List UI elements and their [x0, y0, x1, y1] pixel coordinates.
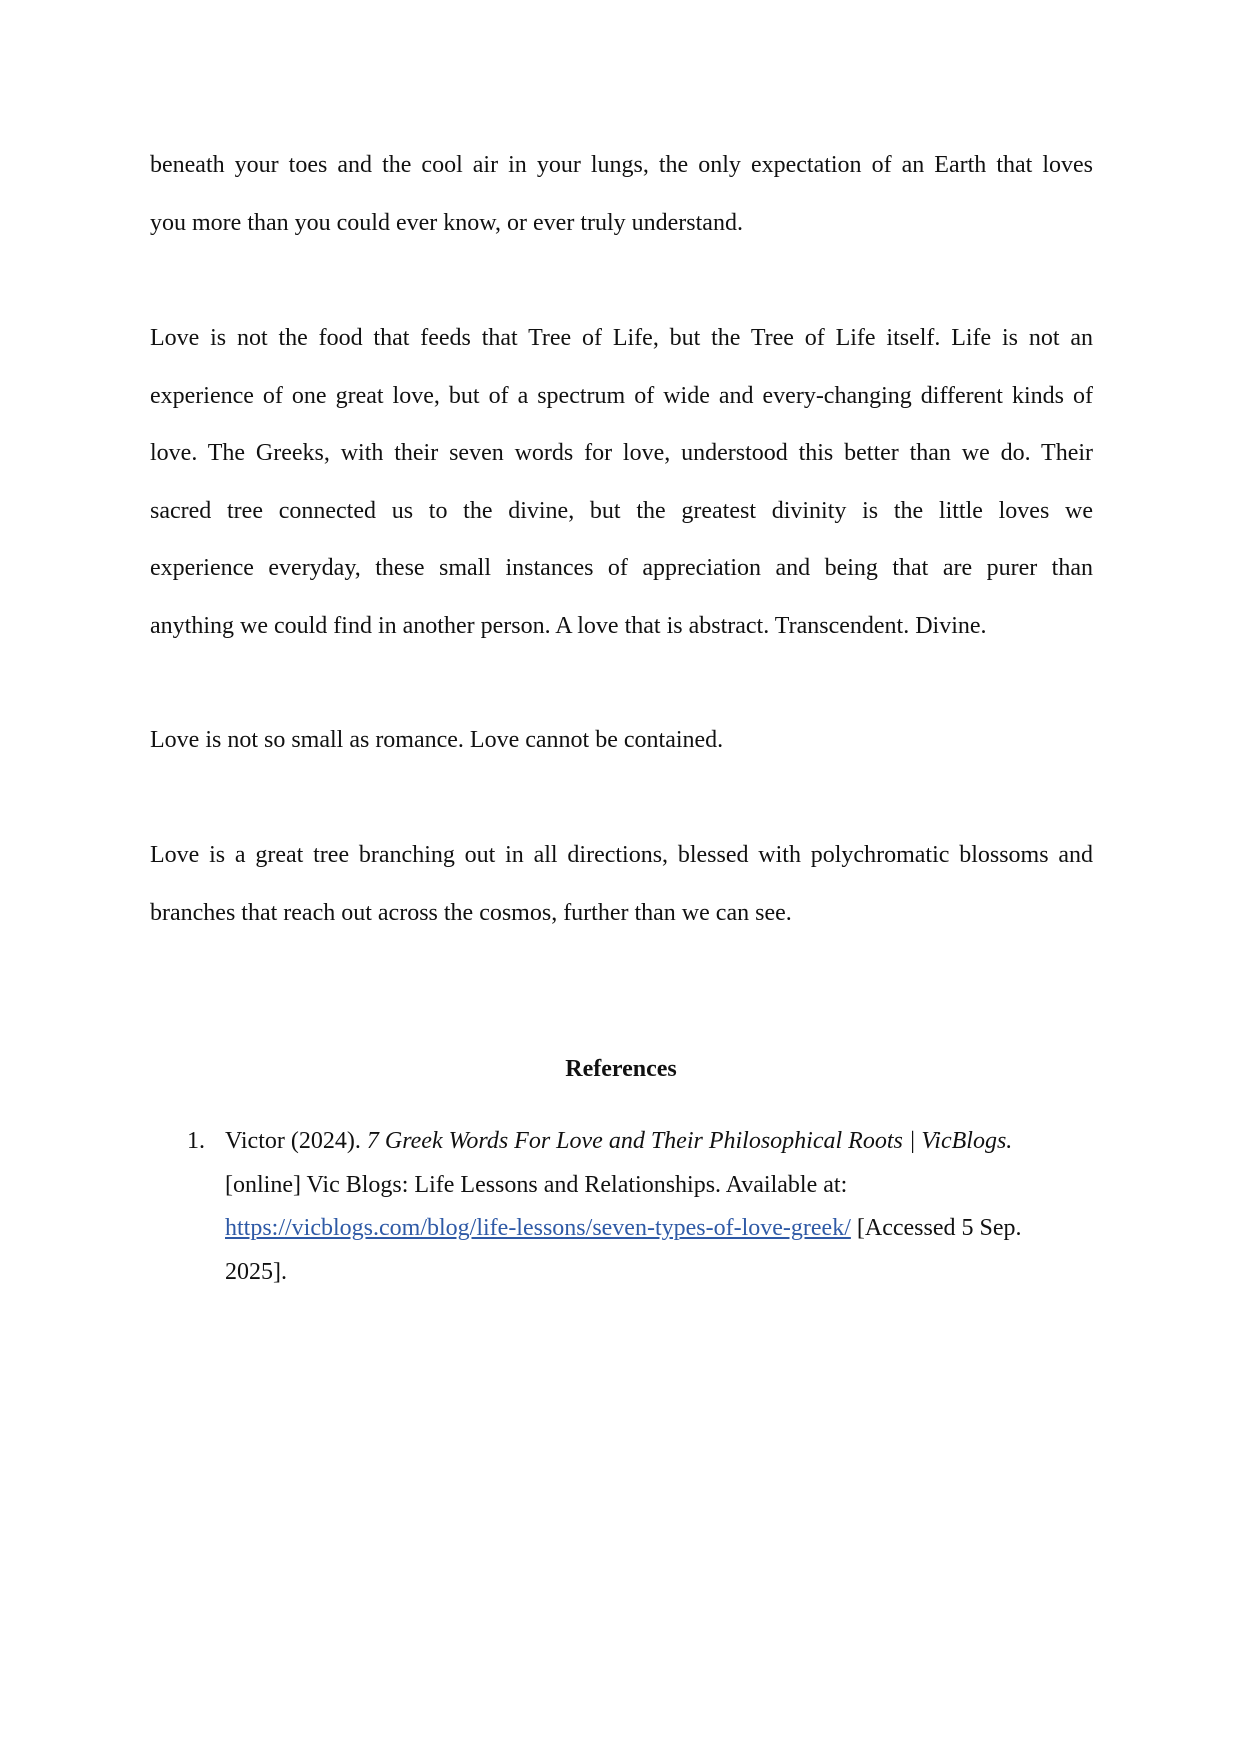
reference-item	[150, 1120, 1093, 1294]
reference-accessed: [Accessed 5 Sep.	[850, 1215, 1022, 1241]
reference-list	[150, 1120, 1093, 1294]
paragraph-line: love. The Greeks, with their seven words for love, understood this better than we do. Their	[150, 440, 1093, 466]
reference-source: [online] Vic Blogs: Life Lessons and Relationships. Available at:	[225, 1171, 848, 1198]
paragraph-line: branches that reach out across the cosmos, further than we can see.	[150, 899, 792, 926]
reference-title-end: .	[1006, 1128, 1013, 1154]
reference-accessed-year: 2025].	[225, 1258, 287, 1285]
paragraph-line: Love is not the food that feeds that Tree of Life, but the Tree of Life itself. Life is not an	[150, 325, 1093, 351]
paragraph-line: anything we could find in another person. A love that is abstract. Transcendent. Divine.	[150, 612, 987, 639]
paragraph-1	[150, 137, 1093, 252]
reference-number: 1.	[187, 1128, 205, 1154]
paragraph-line: experience of one great love, but of a spectrum of wide and every-changing different kinds of	[150, 382, 1093, 409]
paragraph-3	[150, 712, 1093, 770]
reference-author-year: Victor (2024).	[225, 1128, 367, 1154]
paragraph-line: Love is not so small as romance. Love cannot be contained.	[150, 727, 724, 753]
paragraph-line: Love is a great tree branching out in all directions, blessed with polychromatic blossoms and	[150, 842, 1093, 868]
paragraph-2	[150, 310, 1093, 655]
paragraph-line: sacred tree connected us to the divine, but the greatest divinity is the little loves we	[150, 497, 1093, 524]
paragraph-line: beneath your toes and the cool air in your lungs, the only expectation of an Earth that loves	[150, 152, 1093, 178]
paragraph-line: you more than you could ever know, or ever truly understand.	[150, 209, 743, 236]
paragraph-line: experience everyday, these small instances of appreciation and being that are purer than	[150, 555, 1093, 581]
references-heading: References	[565, 1056, 677, 1082]
paragraph-4	[150, 827, 1093, 942]
reference-title: 7 Greek Words For Love and Their Philosophical Roots | VicBlogs	[366, 1128, 1007, 1154]
reference-url-link[interactable]: https://vicblogs.com/blog/life-lessons/seven-types-of-love-greek/	[225, 1215, 851, 1241]
